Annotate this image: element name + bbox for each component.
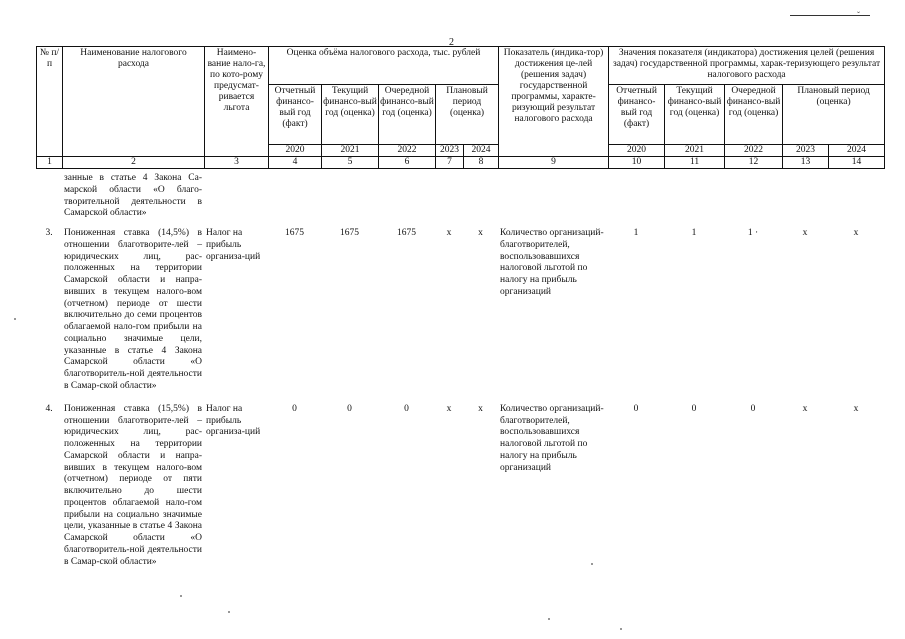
column-number: 8 xyxy=(464,157,499,169)
row-number: 4. xyxy=(45,403,53,414)
tax-expense-name: Пониженная ставка (15,5%) в отношении благотворите-лей – юридических лиц, рас-положенных на территории Самарской области и напра-вивших в текущем налого-вом (отчетном) периоде от пяти включительно до шести процентов облагаемой нало-гом прибыли на социально значимые цели, указанные в статье 4 Закона Самарской области «О благотворитель-ной деятельности в Самар-ской области» xyxy=(64,403,202,567)
column-number: 10 xyxy=(609,157,665,169)
tax-expense-name: Пониженная ставка (14,5%) в отношении благотворите-лей – юридических лиц, рас-положенных на территории Самарской области и напра-вивших в текущем налого-вом (отчетном) периоде от шести включительно до семи процентов облагаемой нало-гом прибыли на социально значимые цели, указанные в статье 4 Закона Самарской области «О благотворитель-ной деятельности в Самар-ской области» xyxy=(64,228,202,392)
estimate-2020: 1675 xyxy=(285,228,304,239)
scan-speck xyxy=(228,611,230,613)
value-2020: 1 xyxy=(633,228,639,239)
scan-speck xyxy=(548,618,550,620)
column-number: 3 xyxy=(205,157,269,169)
value-2022: 0 xyxy=(750,403,756,414)
column-number: 1 xyxy=(37,157,63,169)
value-2023: x xyxy=(802,228,808,239)
continuation-text: занные в статье 4 Закона Са-марской области «О благо-творительной деятельности в Самарской области» xyxy=(64,173,202,219)
value-2021: 0 xyxy=(691,403,697,414)
page-number: 2 xyxy=(449,37,454,48)
tax-expense-table-body xyxy=(36,172,884,570)
estimate-2023: x xyxy=(446,228,452,239)
estimate-2024: x xyxy=(478,228,483,239)
year-cell: 2020 xyxy=(609,145,665,157)
column-number: 5 xyxy=(322,157,379,169)
year-cell: 2021 xyxy=(322,145,379,157)
row-number: 3. xyxy=(45,228,53,239)
header-estimate-group: Оценка объёма налогового расхода, тыс. рублей xyxy=(269,47,499,85)
header-val-next: Очередной финансо-вый год (оценка) xyxy=(725,85,783,145)
estimate-2023: x xyxy=(446,403,452,414)
column-number: 6 xyxy=(379,157,436,169)
year-cell: 2023 xyxy=(783,145,829,157)
table-row-continuation xyxy=(36,172,884,221)
scan-mark: ˇ xyxy=(857,10,860,20)
scan-speck xyxy=(14,318,16,320)
header-est-next: Очередной финансо-вый год (оценка) xyxy=(379,85,436,145)
year-cell: 2021 xyxy=(665,145,725,157)
estimate-2020: 0 xyxy=(292,403,297,414)
value-2021: 1 xyxy=(691,228,697,239)
indicator-name: Количество организаций-благотворителей, воспользовавшихся налоговой льготой по налогу на прибыль организаций xyxy=(500,228,604,297)
column-number: 14 xyxy=(829,157,885,169)
estimate-2021: 0 xyxy=(347,403,352,414)
estimate-2022: 1675 xyxy=(397,228,416,239)
header-col-indicator: Показатель (индика-тор) достижения це-лей (решения задач) государственной программы, характе-ризующий результат налогового расхода xyxy=(499,47,609,157)
value-2022: 1 · xyxy=(747,228,759,239)
value-2024: x xyxy=(853,228,859,239)
value-2020: 0 xyxy=(633,403,639,414)
header-col-number: № п/п xyxy=(37,47,63,157)
table-row xyxy=(36,394,884,570)
header-est-current: Текущий финансо-вый год (оценка) xyxy=(322,85,379,145)
tax-expense-table-header xyxy=(36,46,885,169)
header-est-plan: Плановый период (оценка) xyxy=(436,85,499,145)
column-number: 2 xyxy=(63,157,205,169)
header-col-tax: Наимено-вание нало-га, по кото-рому предусмат-ривается льгота xyxy=(205,47,269,157)
header-values-group: Значения показателя (индикатора) достижения целей (решения задач) государственной программы, харак-теризующего результат налогового расхода xyxy=(609,47,885,85)
header-val-plan: Плановый период (оценка) xyxy=(783,85,885,145)
estimate-2022: 0 xyxy=(404,403,409,414)
table-row xyxy=(36,221,884,394)
column-number: 11 xyxy=(665,157,725,169)
scan-speck xyxy=(620,628,622,630)
header-val-current: Текущий финансо-вый год (оценка) xyxy=(665,85,725,145)
scan-speck xyxy=(591,563,593,565)
value-2023: x xyxy=(802,403,808,414)
header-col-name: Наименование налогового расхода xyxy=(63,47,205,157)
year-cell: 2023 xyxy=(436,145,464,157)
column-number: 9 xyxy=(499,157,609,169)
header-val-reported: Отчетный финансо-вый год (факт) xyxy=(609,85,665,145)
value-2024: x xyxy=(853,403,859,414)
tax-name: Налог на прибыль организа-ций xyxy=(206,228,261,262)
year-cell: 2022 xyxy=(379,145,436,157)
estimate-2024: x xyxy=(478,403,483,414)
year-cell: 2024 xyxy=(464,145,499,157)
column-number: 7 xyxy=(436,157,464,169)
year-cell: 2022 xyxy=(725,145,783,157)
scan-speck xyxy=(180,595,182,597)
column-number: 4 xyxy=(269,157,322,169)
header-est-reported: Отчетный финансо-вый год (факт) xyxy=(269,85,322,145)
estimate-2021: 1675 xyxy=(340,228,359,239)
year-cell: 2024 xyxy=(829,145,885,157)
year-cell: 2020 xyxy=(269,145,322,157)
column-number: 13 xyxy=(783,157,829,169)
column-number: 12 xyxy=(725,157,783,169)
tax-name: Налог на прибыль организа-ций xyxy=(206,403,261,438)
indicator-name: Количество организаций-благотворителей, воспользовавшихся налоговой льготой по налогу на прибыль организаций xyxy=(500,403,604,473)
